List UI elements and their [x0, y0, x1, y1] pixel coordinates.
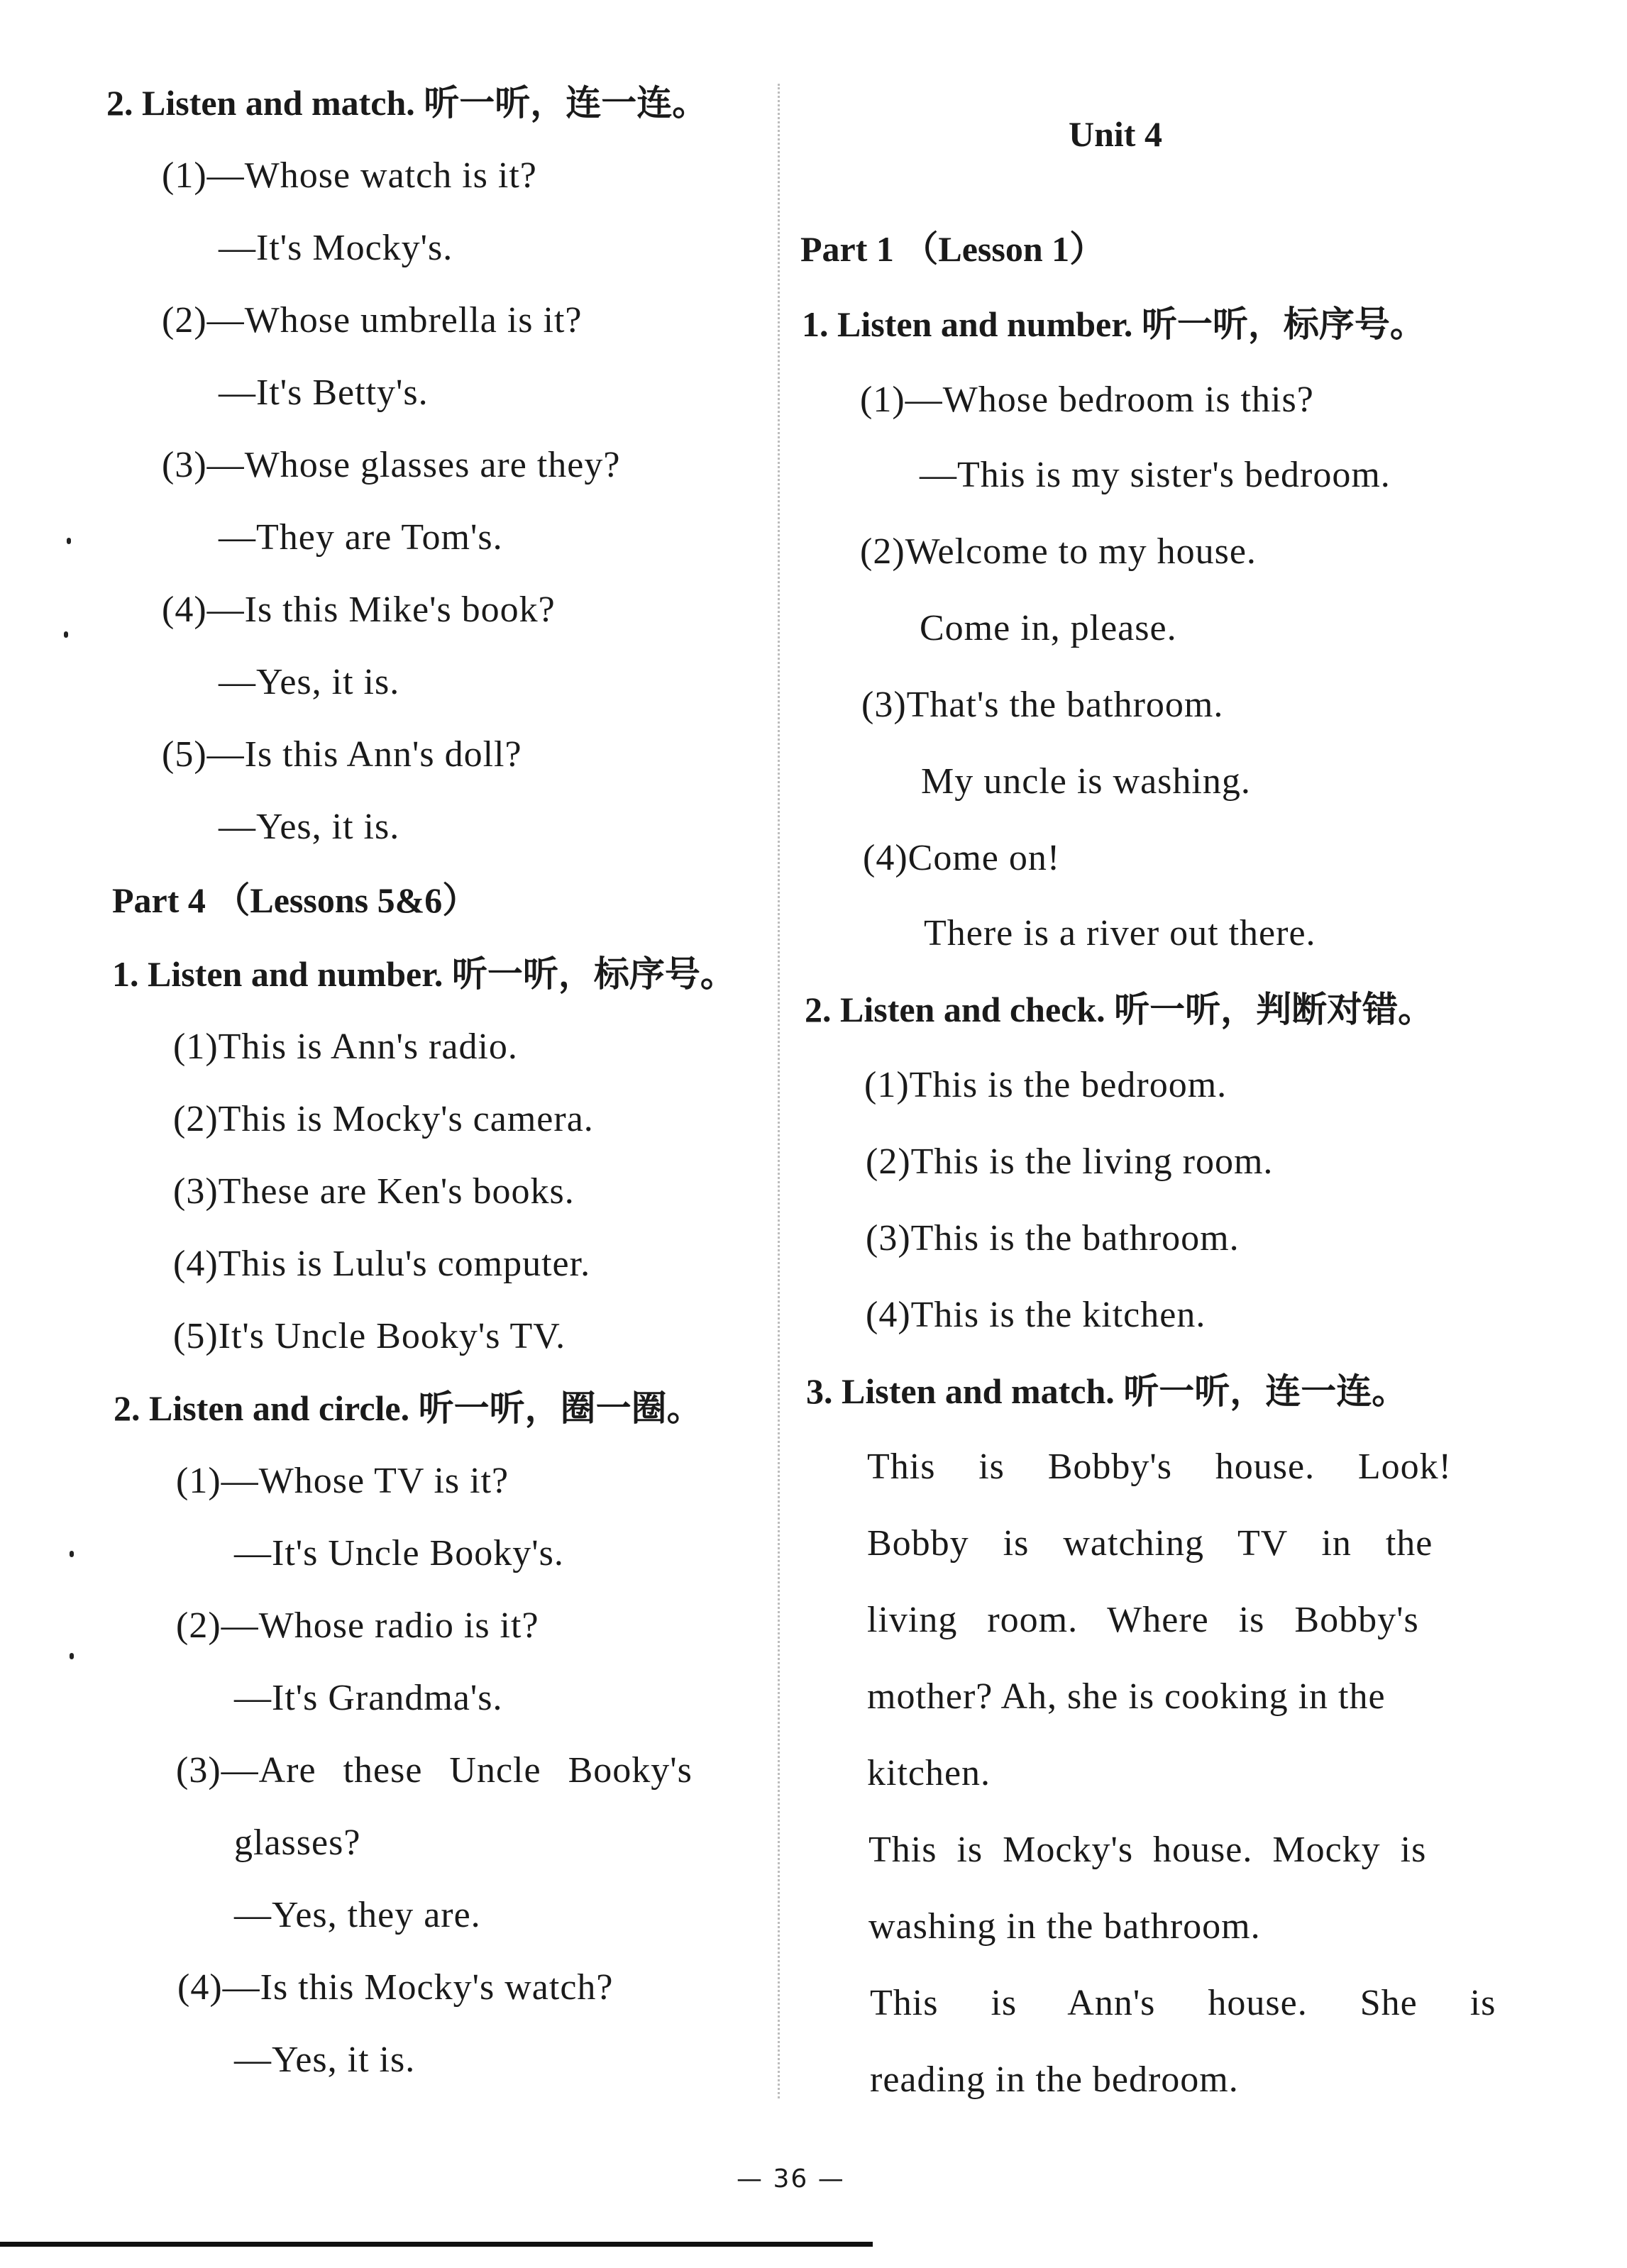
- list-item: (2)This is Mocky's camera.: [173, 1099, 594, 1139]
- footer-rule: [0, 2242, 873, 2247]
- paragraph-line: This is Bobby's house. Look!: [867, 1446, 1452, 1487]
- list-item: —It's Uncle Booky's.: [234, 1533, 564, 1573]
- list-item: There is a river out there.: [924, 913, 1316, 953]
- list-item: (4)—Is this Mike's book?: [162, 590, 556, 630]
- list-item: (4)This is the kitchen.: [866, 1295, 1206, 1335]
- list-item: (2)Welcome to my house.: [860, 531, 1257, 572]
- list-item: (3)—Are these Uncle Booky's: [176, 1750, 693, 1791]
- section-heading: 2. Listen and match. 听一听，连一连。: [106, 83, 708, 123]
- list-item: (1)—Whose bedroom is this?: [860, 380, 1314, 420]
- paragraph-line: This is Ann's house. She is: [870, 1983, 1496, 2023]
- list-item: (1)This is the bedroom.: [864, 1065, 1228, 1105]
- list-item: (1)—Whose TV is it?: [176, 1461, 509, 1501]
- list-item: (4)This is Lulu's computer.: [173, 1244, 591, 1284]
- exercise-heading: 2. Listen and check. 听一听，判断对错。: [805, 990, 1434, 1029]
- list-item: (1)This is Ann's radio.: [173, 1027, 518, 1067]
- list-item: —Yes, they are.: [234, 1895, 481, 1935]
- list-item: Come in, please.: [920, 608, 1177, 648]
- paragraph-line: Bobby is watching TV in the: [867, 1523, 1433, 1564]
- list-item: —This is my sister's bedroom.: [920, 455, 1391, 495]
- list-item: (5)It's Uncle Booky's TV.: [173, 1316, 566, 1356]
- list-item: (4)—Is this Mocky's watch?: [177, 1967, 614, 2008]
- list-item: glasses?: [234, 1822, 361, 1863]
- page-number: — 36 —: [737, 2164, 845, 2194]
- list-item: (2)This is the living room.: [866, 1141, 1274, 1182]
- paragraph-line: kitchen.: [867, 1753, 991, 1793]
- list-item: —It's Grandma's.: [234, 1678, 503, 1718]
- list-item: —Yes, it is.: [219, 807, 400, 847]
- list-item: —It's Betty's.: [219, 372, 429, 413]
- paragraph-line: reading in the bedroom.: [870, 2059, 1239, 2100]
- paragraph-line: mother? Ah, she is cooking in the: [867, 1676, 1386, 1717]
- list-item: —Yes, it is.: [234, 2040, 416, 2080]
- exercise-heading: 3. Listen and match. 听一听，连一连。: [806, 1371, 1408, 1411]
- column-divider: [778, 84, 780, 2098]
- scan-speck: [67, 538, 71, 544]
- list-item: (2)—Whose radio is it?: [176, 1605, 539, 1646]
- list-item: —It's Mocky's.: [219, 228, 453, 268]
- list-item: My uncle is washing.: [921, 761, 1251, 802]
- list-item: —Yes, it is.: [219, 662, 400, 702]
- list-item: (5)—Is this Ann's doll?: [162, 734, 522, 775]
- list-item: (3)These are Ken's books.: [173, 1171, 575, 1212]
- list-item: (3)This is the bathroom.: [866, 1218, 1240, 1259]
- part-heading: Part 4 （Lessons 5&6）: [112, 880, 478, 920]
- list-item: (2)—Whose umbrella is it?: [162, 300, 583, 341]
- exercise-heading: 1. Listen and number. 听一听，标序号。: [802, 304, 1425, 344]
- paragraph-line: washing in the bathroom.: [868, 1906, 1261, 1947]
- scan-speck: [70, 1653, 74, 1659]
- list-item: (4)Come on!: [863, 838, 1061, 878]
- scan-speck: [64, 631, 68, 638]
- list-item: (3)—Whose glasses are they?: [162, 445, 621, 485]
- paragraph-line: This is Mocky's house. Mocky is: [868, 1830, 1427, 1870]
- exercise-heading: 2. Listen and circle. 听一听，圈一圈。: [114, 1388, 702, 1428]
- list-item: —They are Tom's.: [219, 517, 503, 558]
- scan-speck: [70, 1551, 74, 1557]
- paragraph-line: living room. Where is Bobby's: [867, 1600, 1419, 1640]
- part-heading: Part 1 （Lesson 1）: [800, 229, 1105, 269]
- list-item: (3)That's the bathroom.: [861, 685, 1224, 725]
- list-item: (1)—Whose watch is it?: [162, 155, 537, 196]
- unit-title: Unit 4: [1069, 114, 1162, 154]
- exercise-heading: 1. Listen and number. 听一听，标序号。: [112, 954, 736, 994]
